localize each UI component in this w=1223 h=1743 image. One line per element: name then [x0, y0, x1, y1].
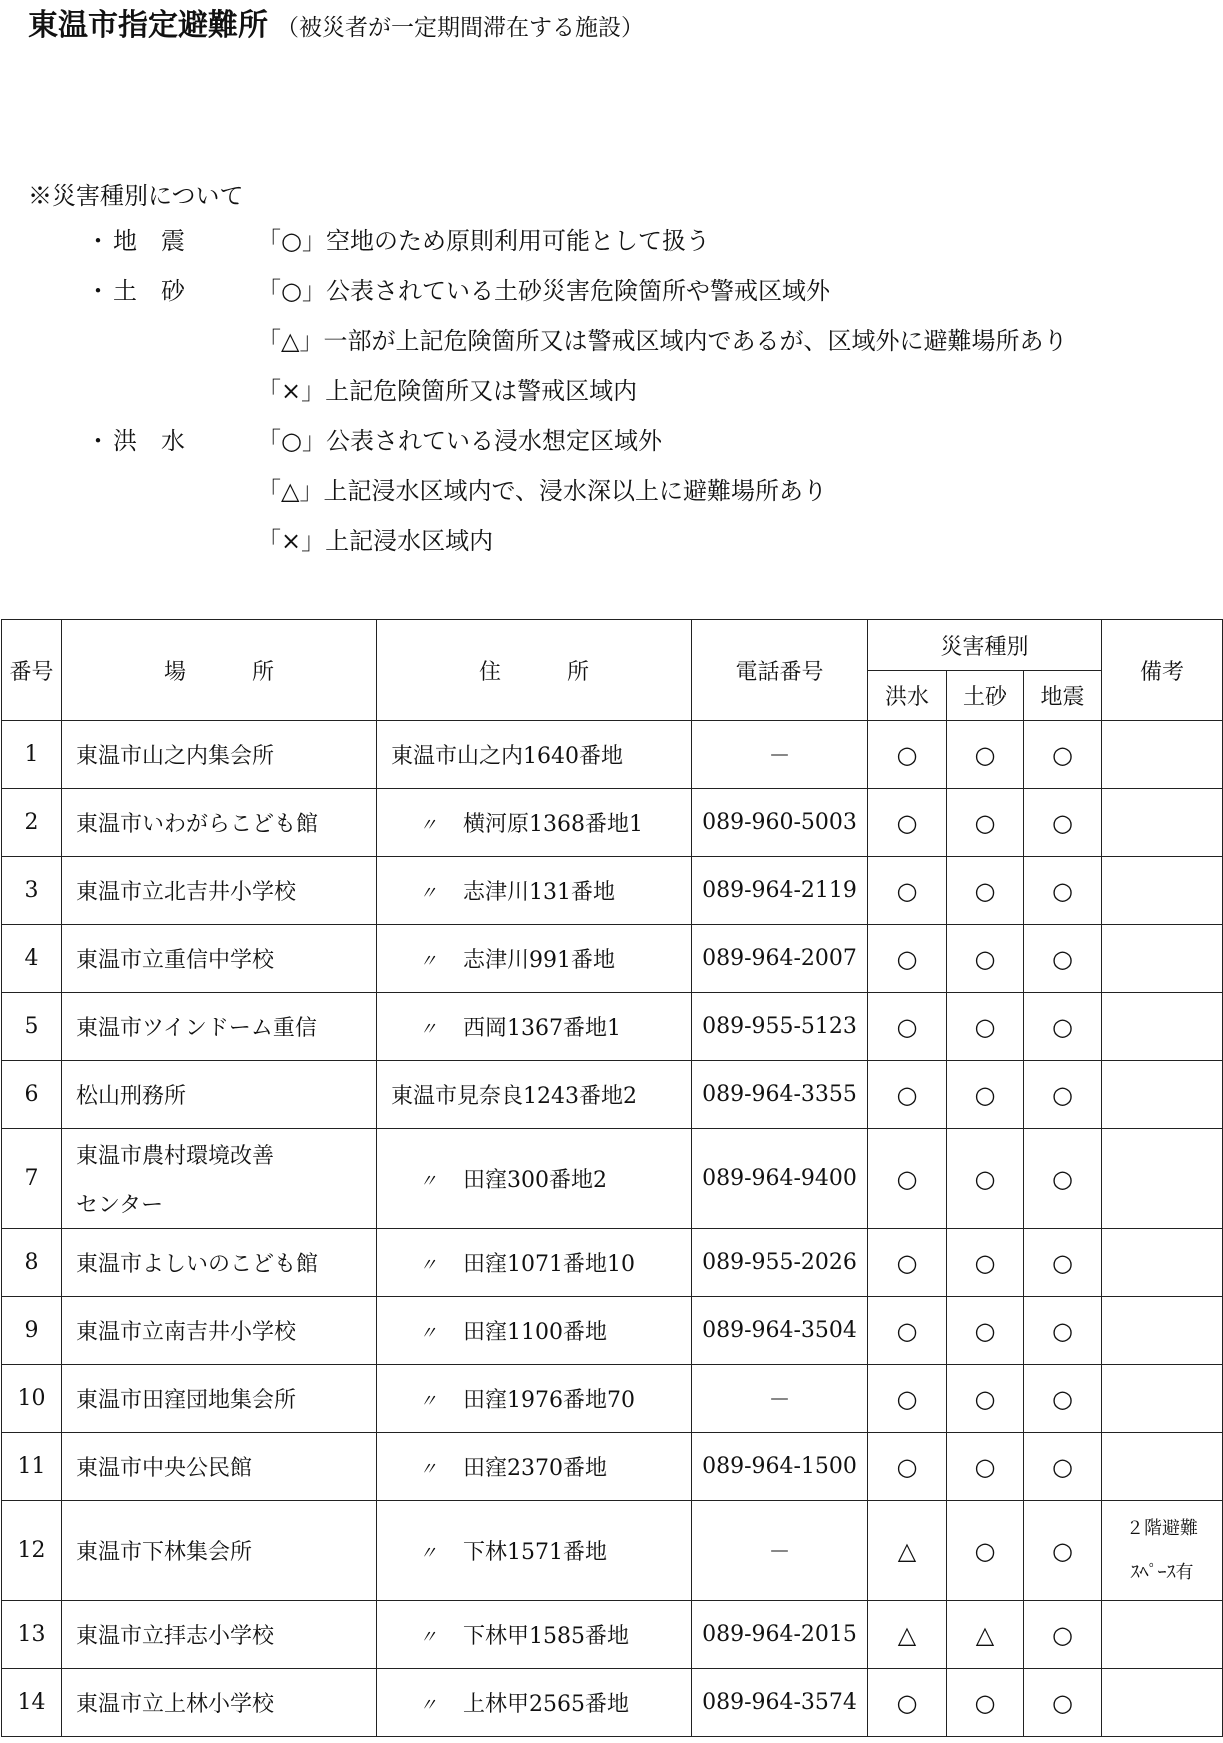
- cell-flood: ○: [868, 1229, 947, 1297]
- cell-earthquake: ○: [1024, 1433, 1102, 1501]
- note-description: 「○」公表されている土砂災害危険箇所や警戒区域外: [257, 277, 830, 305]
- place-name: 東温市いわがらこども館: [76, 812, 319, 837]
- table-row: [2, 1501, 1223, 1601]
- cell-remarks: [1102, 1669, 1223, 1737]
- note-bullet: ・: [86, 277, 110, 305]
- table-row: [2, 1129, 1223, 1229]
- cell-remarks: [1102, 1601, 1223, 1669]
- header-remarks: 備考: [1102, 620, 1223, 721]
- cell-no: 13: [2, 1601, 62, 1669]
- cell-earthquake: ○: [1024, 1501, 1102, 1601]
- cell-phone: 089-964-9400: [692, 1129, 868, 1229]
- cell-landslide: ○: [947, 721, 1024, 789]
- cell-earthquake: ○: [1024, 1229, 1102, 1297]
- cell-place: [62, 1129, 377, 1229]
- cell-remarks: [1102, 1365, 1223, 1433]
- address-text: 田窪1100番地: [463, 1320, 607, 1345]
- address-text: 上林甲2565番地: [463, 1692, 629, 1717]
- cell-flood: ○: [868, 789, 947, 857]
- cell-earthquake: ○: [1024, 1297, 1102, 1365]
- cell-phone: 089-960-5003: [692, 789, 868, 857]
- cell-address: [377, 1669, 692, 1737]
- place-name: 東温市ツインドーム重信: [76, 1016, 317, 1041]
- cell-address: [377, 1601, 692, 1669]
- ditto-mark: 〃: [419, 951, 437, 972]
- note-description: 「△」上記浸水区域内で、浸水深以上に避難場所あり: [257, 477, 827, 505]
- cell-no: 2: [2, 789, 62, 857]
- cell-remarks: [1102, 925, 1223, 993]
- note-bullet: ・: [86, 427, 110, 455]
- cell-flood: ○: [868, 925, 947, 993]
- cell-remarks: [1102, 1129, 1223, 1229]
- address-text: 下林1571番地: [463, 1540, 607, 1565]
- cell-address: [377, 1297, 692, 1365]
- cell-address: [377, 1365, 692, 1433]
- table-row: [2, 993, 1223, 1061]
- table-row: [2, 925, 1223, 993]
- cell-phone: 089-964-3355: [692, 1061, 868, 1129]
- cell-landslide: ○: [947, 1061, 1024, 1129]
- cell-flood: ○: [868, 857, 947, 925]
- cell-address: [377, 857, 692, 925]
- table-row: [2, 1669, 1223, 1737]
- cell-phone: 089-964-3504: [692, 1297, 868, 1365]
- table-row: [2, 1229, 1223, 1297]
- cell-landslide: ○: [947, 1669, 1024, 1737]
- cell-no: 8: [2, 1229, 62, 1297]
- ditto-mark: 〃: [419, 1695, 437, 1716]
- cell-earthquake: ○: [1024, 925, 1102, 993]
- table-row: [2, 1297, 1223, 1365]
- ditto-mark: 〃: [419, 815, 437, 836]
- address-text: 東温市見奈良1243番地2: [391, 1084, 637, 1109]
- place-name: 東温市立重信中学校: [76, 948, 275, 973]
- table-row: [2, 1601, 1223, 1669]
- note-description: 「△」一部が上記危険箇所又は警戒区域内であるが、区域外に避難場所あり: [257, 327, 1068, 355]
- ditto-mark: 〃: [419, 1391, 437, 1412]
- cell-flood: ○: [868, 1129, 947, 1229]
- cell-landslide: ○: [947, 1433, 1024, 1501]
- cell-landslide: ○: [947, 1365, 1024, 1433]
- note-category: 地 震: [113, 227, 185, 255]
- place-name-line2: センター: [76, 1192, 164, 1218]
- cell-remarks: [1102, 1433, 1223, 1501]
- cell-remarks: [1102, 1297, 1223, 1365]
- cell-earthquake: ○: [1024, 857, 1102, 925]
- remark-line2: ｽﾍﾟｰｽ有: [1130, 1561, 1194, 1583]
- cell-landslide: ○: [947, 1229, 1024, 1297]
- cell-address: [377, 925, 692, 993]
- header-address: 住 所: [377, 620, 692, 721]
- address-text: 田窪2370番地: [463, 1456, 607, 1481]
- address-text: 田窪1976番地70: [463, 1388, 635, 1413]
- cell-phone: －: [692, 721, 868, 789]
- cell-landslide: ○: [947, 857, 1024, 925]
- place-name: 東温市立拝志小学校: [76, 1624, 275, 1649]
- notes-heading: ※災害種別について: [28, 182, 244, 210]
- cell-place: [62, 857, 377, 925]
- cell-phone: 089-955-5123: [692, 993, 868, 1061]
- table-row: [2, 789, 1223, 857]
- address-text: 西岡1367番地1: [463, 1016, 621, 1041]
- place-name: 東温市立北吉井小学校: [76, 880, 297, 905]
- cell-address: [377, 1129, 692, 1229]
- note-description: 「×」上記危険箇所又は警戒区域内: [257, 377, 638, 405]
- cell-no: 6: [2, 1061, 62, 1129]
- cell-place: [62, 1229, 377, 1297]
- cell-earthquake: ○: [1024, 1601, 1102, 1669]
- cell-landslide: ○: [947, 1501, 1024, 1601]
- cell-remarks: [1102, 993, 1223, 1061]
- ditto-mark: 〃: [419, 1019, 437, 1040]
- cell-place: [62, 1669, 377, 1737]
- ditto-mark: 〃: [419, 1543, 437, 1564]
- cell-phone: 089-964-2119: [692, 857, 868, 925]
- cell-flood: △: [868, 1601, 947, 1669]
- cell-phone: 089-964-1500: [692, 1433, 868, 1501]
- address-text: 田窪300番地2: [463, 1168, 607, 1193]
- cell-no: 9: [2, 1297, 62, 1365]
- cell-no: 10: [2, 1365, 62, 1433]
- place-name: 東温市農村環境改善: [76, 1143, 275, 1169]
- header-landslide: 土砂: [947, 671, 1024, 721]
- cell-place: [62, 1501, 377, 1601]
- cell-phone: －: [692, 1501, 868, 1601]
- cell-flood: ○: [868, 1669, 947, 1737]
- header-disaster-type: 災害種別: [868, 620, 1102, 671]
- cell-address: [377, 1501, 692, 1601]
- cell-landslide: ○: [947, 789, 1024, 857]
- cell-earthquake: ○: [1024, 789, 1102, 857]
- cell-place: [62, 1601, 377, 1669]
- cell-no: 3: [2, 857, 62, 925]
- cell-flood: ○: [868, 721, 947, 789]
- cell-flood: ○: [868, 1297, 947, 1365]
- place-name: 東温市よしいのこども館: [76, 1252, 319, 1277]
- cell-address: [377, 993, 692, 1061]
- cell-place: [62, 1061, 377, 1129]
- page-header: [28, 0, 644, 44]
- ditto-mark: 〃: [419, 883, 437, 904]
- cell-place: [62, 789, 377, 857]
- cell-phone: 089-964-2007: [692, 925, 868, 993]
- place-name: 東温市山之内集会所: [76, 744, 275, 769]
- cell-place: [62, 993, 377, 1061]
- address-text: 横河原1368番地1: [463, 812, 643, 837]
- address-text: 東温市山之内1640番地: [391, 744, 623, 769]
- cell-earthquake: ○: [1024, 1365, 1102, 1433]
- note-description: 「○」空地のため原則利用可能として扱う: [257, 227, 710, 255]
- ditto-mark: 〃: [419, 1459, 437, 1480]
- cell-landslide: △: [947, 1601, 1024, 1669]
- cell-landslide: ○: [947, 1129, 1024, 1229]
- remark-line1: ２階避難: [1126, 1517, 1198, 1539]
- cell-place: [62, 925, 377, 993]
- note-category: 洪 水: [113, 427, 185, 455]
- cell-address: [377, 1433, 692, 1501]
- cell-remarks: [1102, 1229, 1223, 1297]
- header-no: 番号: [2, 620, 62, 721]
- place-name: 松山刑務所: [76, 1084, 187, 1109]
- place-name: 東温市田窪団地集会所: [76, 1388, 297, 1413]
- address-text: 田窪1071番地10: [463, 1252, 635, 1277]
- cell-no: 5: [2, 993, 62, 1061]
- cell-no: 4: [2, 925, 62, 993]
- cell-no: 1: [2, 721, 62, 789]
- note-category: 土 砂: [113, 277, 185, 305]
- cell-address: [377, 1229, 692, 1297]
- address-text: 志津川131番地: [463, 880, 615, 905]
- header-place: 場 所: [62, 620, 377, 721]
- cell-earthquake: ○: [1024, 993, 1102, 1061]
- shelter-table: [1, 619, 1223, 1737]
- cell-earthquake: ○: [1024, 1061, 1102, 1129]
- table-row: [2, 1365, 1223, 1433]
- cell-earthquake: ○: [1024, 721, 1102, 789]
- page-subtitle: （被災者が一定期間滞在する施設）: [276, 15, 644, 41]
- cell-no: 14: [2, 1669, 62, 1737]
- header-flood: 洪水: [868, 671, 947, 721]
- cell-place: [62, 1297, 377, 1365]
- cell-address: [377, 789, 692, 857]
- place-name: 東温市下林集会所: [76, 1540, 253, 1565]
- ditto-mark: 〃: [419, 1255, 437, 1276]
- note-description: 「×」上記浸水区域内: [257, 527, 494, 555]
- cell-no: 12: [2, 1501, 62, 1601]
- cell-phone: 089-964-3574: [692, 1669, 868, 1737]
- cell-place: [62, 1433, 377, 1501]
- cell-landslide: ○: [947, 1297, 1024, 1365]
- cell-phone: 089-964-2015: [692, 1601, 868, 1669]
- address-text: 下林甲1585番地: [463, 1624, 629, 1649]
- cell-flood: △: [868, 1501, 947, 1601]
- table-row: [2, 721, 1223, 789]
- table-row: [2, 1433, 1223, 1501]
- header-phone: 電話番号: [692, 620, 868, 721]
- cell-flood: ○: [868, 1433, 947, 1501]
- ditto-mark: 〃: [419, 1171, 437, 1192]
- cell-address: [377, 721, 692, 789]
- cell-remarks: [1102, 857, 1223, 925]
- cell-flood: ○: [868, 993, 947, 1061]
- cell-flood: ○: [868, 1365, 947, 1433]
- cell-address: [377, 1061, 692, 1129]
- ditto-mark: 〃: [419, 1627, 437, 1648]
- place-name: 東温市立南吉井小学校: [76, 1320, 297, 1345]
- cell-place: [62, 721, 377, 789]
- note-bullet: ・: [86, 227, 110, 255]
- place-name: 東温市中央公民館: [76, 1456, 253, 1481]
- header-earthquake: 地震: [1024, 671, 1102, 721]
- cell-flood: ○: [868, 1061, 947, 1129]
- cell-earthquake: ○: [1024, 1669, 1102, 1737]
- note-description: 「○」公表されている浸水想定区域外: [257, 427, 662, 455]
- cell-place: [62, 1365, 377, 1433]
- cell-no: 11: [2, 1433, 62, 1501]
- place-name: 東温市立上林小学校: [76, 1692, 275, 1717]
- cell-landslide: ○: [947, 925, 1024, 993]
- cell-phone: －: [692, 1365, 868, 1433]
- cell-phone: 089-955-2026: [692, 1229, 868, 1297]
- cell-remarks: [1102, 721, 1223, 789]
- table-row: [2, 857, 1223, 925]
- cell-remarks: [1102, 1501, 1223, 1601]
- ditto-mark: 〃: [419, 1323, 437, 1344]
- cell-no: 7: [2, 1129, 62, 1229]
- cell-earthquake: ○: [1024, 1129, 1102, 1229]
- address-text: 志津川991番地: [463, 948, 615, 973]
- cell-landslide: ○: [947, 993, 1024, 1061]
- table-row: [2, 1061, 1223, 1129]
- cell-remarks: [1102, 1061, 1223, 1129]
- page-title: 東温市指定避難所: [28, 8, 268, 43]
- cell-remarks: [1102, 789, 1223, 857]
